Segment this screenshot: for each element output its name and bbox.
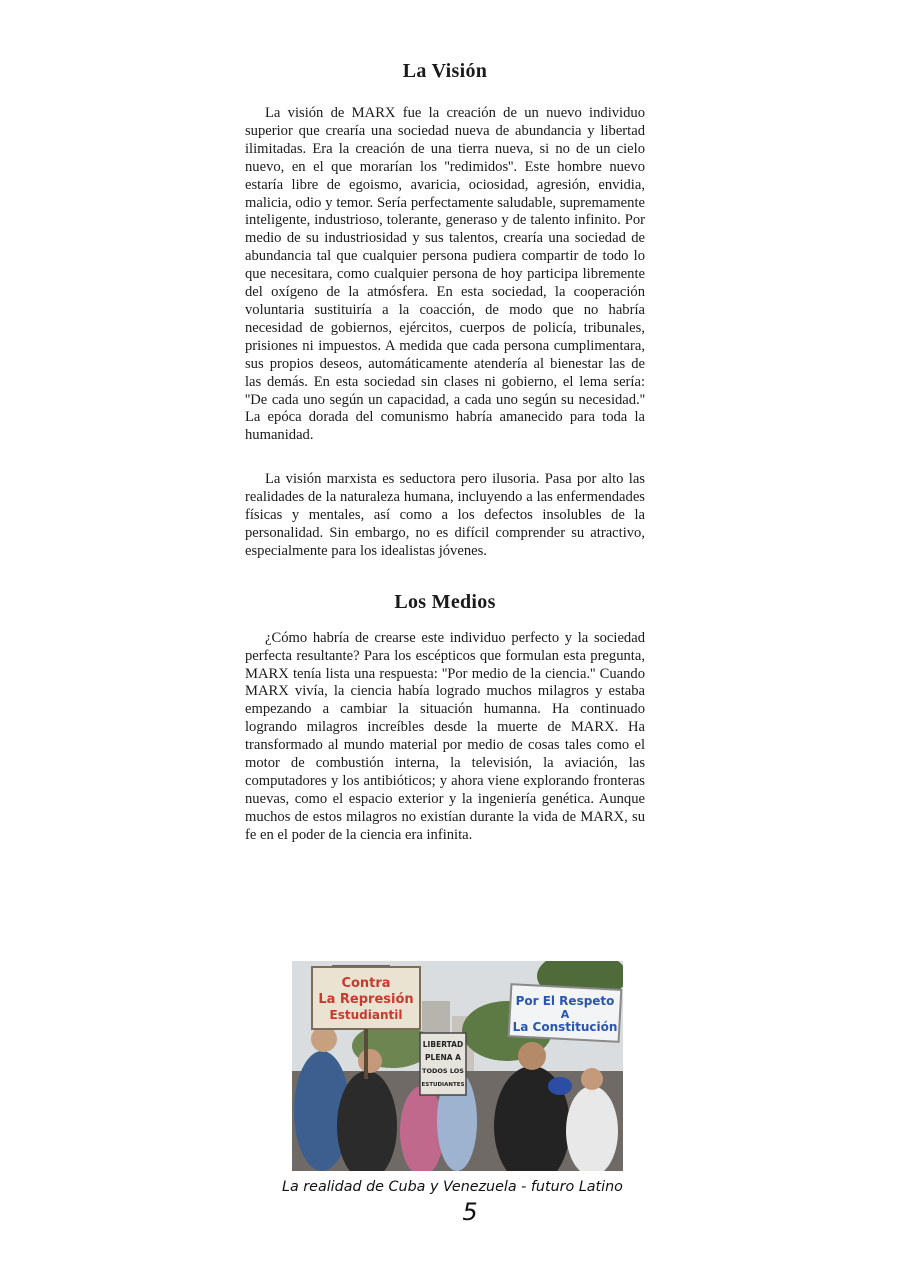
text-column [245, 60, 645, 845]
photo-caption: La realidad de Cuba y Venezuela - futuro Latino [282, 1179, 623, 1195]
paragraph-vision-1: La visión de MARX fue la creación de un nuevo individuo superior que crearía una sociedad nueva de abundancia y libertad ilimitadas. Era la creación de una tierra nueva, si no de un cielo nuevo, en el que morarían los ''redimidos''. Este hombre nuevo estaría libre de egoismo, avaricia, ociosidad, agresión, envidia, malicia, odio y temor. Sería perfectamente saludable, supremamente inteligente, industrioso, tolerante, generaso y de talento infinito. Por medio de su industriosidad y sus talentos, crearía una sociedad de abundancia tal que cualquier persona pudiera compartir de todo lo que necesitara, como cualquier persona de hoy participa libremente del oxígeno de la atmósfera. En esta sociedad, la cooperación voluntaria sustituiría a la coacción, de modo que no habría necesidad de gobiernos, ejércitos, cuerpos de policía, tribunales, prisiones ni impuestos. A medida que cada persona cumplimentara, sus propios deseos, automáticamente atendería al bienestar las de las demás. En esta sociedad sin clases ni gobierno, el lema sería: ''De cada uno según un capacidad, a cada uno según su necesidad.'' La epóca dorada del comunismo habría amanecido para toda la humanidad. [245, 105, 645, 444]
sign2-line1: Por El Respeto [515, 994, 615, 1008]
sign1-line1: Contra [341, 976, 391, 991]
sign1-line3: Estudiantil [329, 1008, 403, 1022]
paragraph-vision-2: La visión marxista es seductora pero ilusoria. Pasa por alto las realidades de la naturaleza humana, incluyendo a las enfermendades físicas y mentales, así como a los defectos insolubles de la personalidad. Sin embargo, no es difícil comprender su atractivo, especialmente para los idealistas jóvenes. [245, 471, 645, 559]
sign3-line3: TODOS LOS [422, 1067, 464, 1075]
paragraph-medios-1: ¿Cómo habría de crearse este individuo perfecto y la sociedad perfecta resultante? Para los escépticos que formulan esta pregunta, MARX tenía lista una respuesta: ''Por medio de la ciencia.'' Cuando MARX vivía, la ciencia había logrado muchos milagros y estaba empezando a cambiar la situación humanna. Ha continuado logrando milagros increíbles desde la muerte de MARX. Ha transformado al mundo material por medio de cosas tales como el motor de combustión interna, la televisión, la aviación, las computadores y los antibióticos; y ahora viene explorando fronteras nuevas, como el espacio exterior y la ingeniería genética. Aunque muchos de estos milagros no existían durante la vida de MARX, su fe en el poder de la ciencia era infinita. [245, 629, 645, 843]
sign3-line4: ESTUDIANTES [421, 1082, 465, 1088]
protest-photo [292, 961, 623, 1171]
section-title-vision: La Visión [402, 60, 488, 82]
sign3-line1: LIBERTAD [422, 1040, 464, 1049]
sign1-line2: La Represión [318, 992, 414, 1007]
sign2-line3: La Constitución [512, 1020, 618, 1034]
sign2-line2: A [560, 1008, 570, 1021]
page-number: 5 [462, 1198, 478, 1226]
section-title-medios: Los Medios [394, 590, 496, 613]
sign3-line2: PLENA A [425, 1053, 461, 1062]
